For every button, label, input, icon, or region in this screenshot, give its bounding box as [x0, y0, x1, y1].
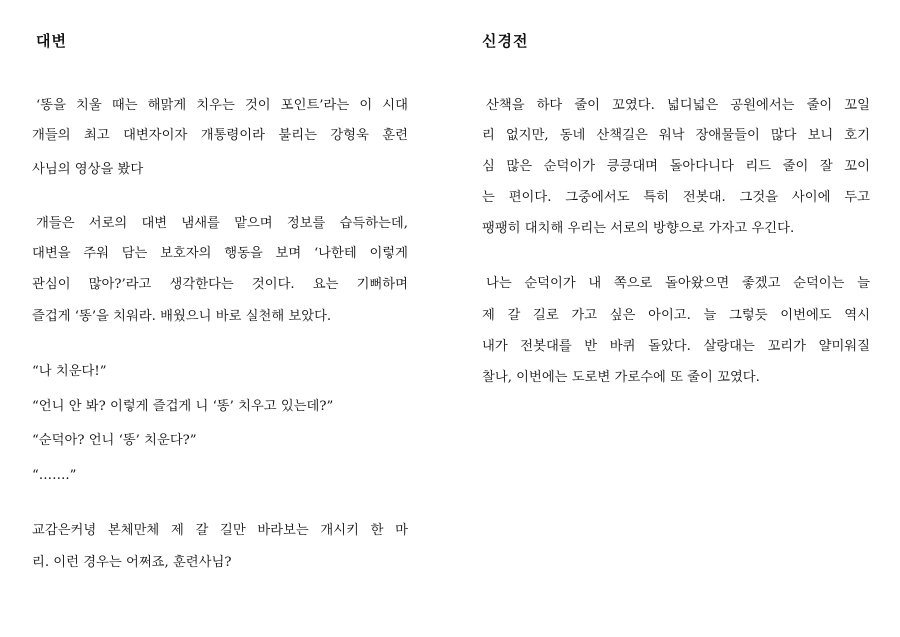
- body-line: 산책을 하다 줄이 꼬였다. 넓디넓은 공원에서는 줄이 꼬일: [486, 98, 870, 113]
- body-line: 개들은 서로의 대변 냄새를 맡으며 정보를 습득하는데,: [36, 216, 408, 231]
- body-line: 팽팽히 대치해 우리는 서로의 방향으로 가자고 우긴다.: [482, 221, 795, 236]
- body-line: 사님의 영상을 봤다: [32, 162, 144, 177]
- body-line: 심 많은 순덕이가 킁킁대며 돌아다니다 리드 줄이 잘 꼬이: [482, 159, 870, 174]
- page-title: 신경전: [482, 32, 529, 50]
- body-line: 내가 전봇대를 반 바퀴 돌았다. 살랑대는 꼬리가 얄미워질: [482, 339, 870, 354]
- dialogue-line: “순덕아? 언니 ‘똥’ 치운다?”: [32, 433, 197, 448]
- body-line: 리. 이런 경우는 어쩌죠, 훈련사님?: [32, 555, 232, 570]
- dialogue-line: “…….”: [32, 468, 77, 483]
- page-title: 대변: [36, 32, 67, 50]
- body-line: 나는 순덕이가 내 쪽으로 돌아왔으면 좋겠고 순덕이는 늘: [486, 276, 870, 291]
- body-line: 리 없지만, 동네 산책길은 워낙 장애물들이 많다 보니 호기: [482, 128, 870, 143]
- body-line: ‘똥을 치울 때는 해맑게 치우는 것이 포인트’라는 이 시대: [36, 98, 408, 113]
- dialogue-line: “언니 안 봐? 이렇게 즐겁게 니 ‘똥’ 치우고 있는데?”: [32, 399, 334, 414]
- dialogue-line: “나 치운다!”: [32, 364, 107, 379]
- body-line: 대변을 주워 담는 보호자의 행동을 보며 ‘나한테 이렇게: [32, 246, 408, 261]
- body-line: 찰나, 이번에는 도로변 가로수에 또 줄이 꼬였다.: [482, 370, 760, 385]
- body-line: 교감은커녕 본체만체 제 갈 길만 바라보는 개시키 한 마: [32, 523, 408, 538]
- body-line: 개들의 최고 대변자이자 개통령이라 불리는 강형욱 훈련: [32, 128, 408, 143]
- body-line: 제 갈 길로 가고 싶은 아이고. 늘 그렇듯 이번에도 역시: [482, 308, 870, 323]
- right-page: [450, 0, 900, 637]
- body-line: 관심이 많아?’라고 생각한다는 것이다. 요는 기뻐하며: [32, 277, 408, 292]
- body-line: 즐겁게 ‘똥’을 치워라. 배웠으니 바로 실천해 보았다.: [32, 309, 332, 324]
- body-line: 는 편이다. 그중에서도 특히 전봇대. 그것을 사이에 두고: [482, 190, 870, 205]
